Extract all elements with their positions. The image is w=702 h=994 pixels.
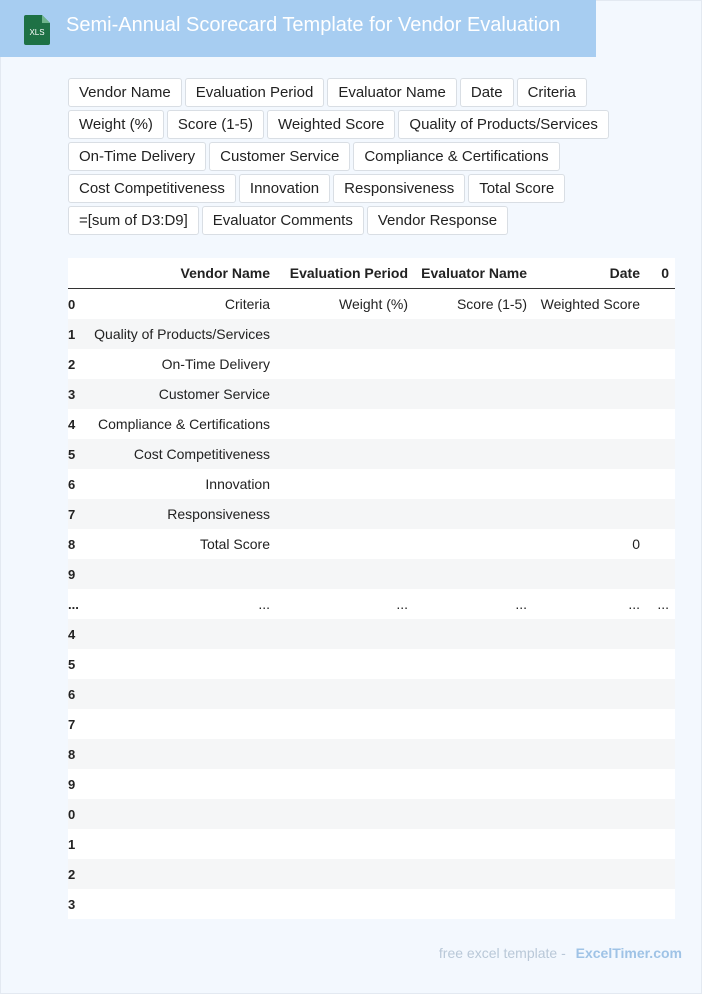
cell-evaluation-period bbox=[276, 889, 414, 919]
cell-extra bbox=[646, 679, 675, 709]
cell-evaluator-name bbox=[414, 529, 533, 559]
row-index: 7 bbox=[68, 709, 80, 739]
table-row bbox=[68, 379, 675, 409]
svg-text:XLS: XLS bbox=[29, 28, 45, 37]
cell-vendor-name: ... bbox=[80, 589, 276, 619]
row-index: 9 bbox=[68, 559, 80, 589]
cell-evaluator-name bbox=[414, 739, 533, 769]
table-row bbox=[68, 349, 675, 379]
row-index: 4 bbox=[68, 409, 80, 439]
row-index: 0 bbox=[68, 289, 80, 320]
cell-date: Weighted Score bbox=[533, 289, 646, 320]
table-row bbox=[68, 499, 675, 529]
cell-date bbox=[533, 349, 646, 379]
footer-prefix: free excel template - bbox=[438, 945, 566, 961]
cell-evaluator-name bbox=[414, 559, 533, 589]
cell-evaluator-name bbox=[414, 319, 533, 349]
cell-vendor-name: On-Time Delivery bbox=[80, 349, 276, 379]
cell-vendor-name bbox=[80, 889, 276, 919]
table-row bbox=[68, 439, 675, 469]
row-index: 5 bbox=[68, 649, 80, 679]
cell-vendor-name: Cost Competitiveness bbox=[80, 439, 276, 469]
cell-date bbox=[533, 679, 646, 709]
header-date: Date bbox=[533, 258, 646, 289]
cell-evaluator-name bbox=[414, 349, 533, 379]
cell-vendor-name bbox=[80, 799, 276, 829]
cell-extra bbox=[646, 829, 675, 859]
cell-evaluator-name: ... bbox=[414, 589, 533, 619]
cell-extra bbox=[646, 499, 675, 529]
field-chip-list bbox=[68, 78, 688, 238]
cell-date bbox=[533, 409, 646, 439]
field-chip[interactable]: Evaluator Name bbox=[327, 78, 457, 107]
cell-extra bbox=[646, 379, 675, 409]
cell-vendor-name bbox=[80, 769, 276, 799]
cell-vendor-name bbox=[80, 739, 276, 769]
cell-evaluation-period bbox=[276, 859, 414, 889]
row-index: 4 bbox=[68, 619, 80, 649]
cell-extra bbox=[646, 439, 675, 469]
field-chip[interactable]: Innovation bbox=[239, 174, 330, 203]
cell-evaluator-name bbox=[414, 709, 533, 739]
cell-vendor-name bbox=[80, 649, 276, 679]
row-index: 0 bbox=[68, 799, 80, 829]
cell-evaluation-period bbox=[276, 559, 414, 589]
cell-evaluation-period bbox=[276, 499, 414, 529]
table-row bbox=[68, 709, 675, 739]
cell-evaluation-period bbox=[276, 379, 414, 409]
cell-date bbox=[533, 799, 646, 829]
cell-evaluation-period bbox=[276, 829, 414, 859]
field-chip[interactable]: Score (1-5) bbox=[167, 110, 264, 139]
table-row bbox=[68, 319, 675, 349]
cell-vendor-name: Criteria bbox=[80, 289, 276, 320]
cell-evaluator-name bbox=[414, 409, 533, 439]
table-row bbox=[68, 289, 675, 320]
row-index: 6 bbox=[68, 679, 80, 709]
table-row bbox=[68, 589, 675, 619]
cell-vendor-name bbox=[80, 679, 276, 709]
cell-date bbox=[533, 559, 646, 589]
table-row bbox=[68, 769, 675, 799]
header-evaluator-name: Evaluator Name bbox=[414, 258, 533, 289]
cell-evaluation-period bbox=[276, 529, 414, 559]
cell-evaluator-name bbox=[414, 889, 533, 919]
cell-evaluation-period bbox=[276, 799, 414, 829]
row-index: ... bbox=[68, 589, 80, 619]
cell-date bbox=[533, 319, 646, 349]
cell-vendor-name: Responsiveness bbox=[80, 499, 276, 529]
field-chip[interactable]: Weighted Score bbox=[267, 110, 395, 139]
cell-extra bbox=[646, 739, 675, 769]
cell-evaluation-period bbox=[276, 319, 414, 349]
cell-extra bbox=[646, 409, 675, 439]
cell-evaluator-name bbox=[414, 379, 533, 409]
cell-date bbox=[533, 379, 646, 409]
field-chip[interactable]: Evaluation Period bbox=[185, 78, 325, 107]
footer-credit bbox=[439, 945, 682, 961]
row-index: 9 bbox=[68, 769, 80, 799]
cell-date bbox=[533, 859, 646, 889]
table-row bbox=[68, 469, 675, 499]
table-row bbox=[68, 829, 675, 859]
table-row bbox=[68, 649, 675, 679]
field-chip[interactable]: Responsiveness bbox=[333, 174, 465, 203]
row-index: 2 bbox=[68, 859, 80, 889]
row-index: 1 bbox=[68, 829, 80, 859]
cell-date bbox=[533, 829, 646, 859]
cell-evaluation-period: ... bbox=[276, 589, 414, 619]
cell-extra bbox=[646, 769, 675, 799]
cell-vendor-name bbox=[80, 829, 276, 859]
table-row bbox=[68, 619, 675, 649]
cell-extra bbox=[646, 559, 675, 589]
page-title: Semi-Annual Scorecard Template for Vendor Evaluation bbox=[66, 14, 561, 36]
cell-evaluator-name bbox=[414, 619, 533, 649]
cell-extra bbox=[646, 889, 675, 919]
cell-evaluator-name bbox=[414, 649, 533, 679]
field-chip[interactable]: Compliance & Certifications bbox=[353, 142, 559, 171]
header-evaluation-period: Evaluation Period bbox=[276, 258, 414, 289]
field-chip[interactable]: Date bbox=[460, 78, 514, 107]
cell-vendor-name: Quality of Products/Services bbox=[80, 319, 276, 349]
cell-date bbox=[533, 769, 646, 799]
row-index: 3 bbox=[68, 379, 80, 409]
table-row bbox=[68, 739, 675, 769]
cell-extra bbox=[646, 709, 675, 739]
row-index: 8 bbox=[68, 529, 80, 559]
field-chip[interactable]: Vendor Name bbox=[68, 78, 182, 107]
cell-extra bbox=[646, 649, 675, 679]
table-row bbox=[68, 409, 675, 439]
table-row bbox=[68, 559, 675, 589]
cell-evaluation-period bbox=[276, 649, 414, 679]
cell-evaluation-period bbox=[276, 679, 414, 709]
cell-evaluation-period bbox=[276, 769, 414, 799]
field-chip[interactable]: Vendor Response bbox=[367, 206, 508, 235]
cell-date bbox=[533, 739, 646, 769]
cell-evaluation-period bbox=[276, 619, 414, 649]
cell-extra bbox=[646, 529, 675, 559]
cell-evaluation-period bbox=[276, 469, 414, 499]
cell-evaluation-period bbox=[276, 739, 414, 769]
cell-vendor-name bbox=[80, 619, 276, 649]
excel-file-icon bbox=[22, 13, 52, 45]
cell-evaluator-name bbox=[414, 859, 533, 889]
cell-vendor-name bbox=[80, 559, 276, 589]
cell-extra bbox=[646, 349, 675, 379]
header-zero: 0 bbox=[646, 258, 675, 289]
data-table-container bbox=[68, 258, 669, 920]
row-index: 5 bbox=[68, 439, 80, 469]
cell-extra bbox=[646, 289, 675, 320]
row-index: 6 bbox=[68, 469, 80, 499]
cell-evaluator-name bbox=[414, 439, 533, 469]
cell-extra bbox=[646, 859, 675, 889]
cell-evaluation-period: Weight (%) bbox=[276, 289, 414, 320]
data-table bbox=[68, 258, 675, 919]
cell-date bbox=[533, 889, 646, 919]
row-index: 3 bbox=[68, 889, 80, 919]
cell-evaluation-period bbox=[276, 409, 414, 439]
row-index: 1 bbox=[68, 319, 80, 349]
row-index: 8 bbox=[68, 739, 80, 769]
row-index: 7 bbox=[68, 499, 80, 529]
cell-vendor-name bbox=[80, 859, 276, 889]
cell-vendor-name bbox=[80, 709, 276, 739]
cell-vendor-name: Customer Service bbox=[80, 379, 276, 409]
cell-evaluator-name bbox=[414, 829, 533, 859]
table-row bbox=[68, 679, 675, 709]
cell-evaluation-period bbox=[276, 439, 414, 469]
field-chip[interactable]: Cost Competitiveness bbox=[68, 174, 236, 203]
field-chip[interactable]: Evaluator Comments bbox=[202, 206, 364, 235]
field-chip[interactable]: On-Time Delivery bbox=[68, 142, 206, 171]
cell-evaluator-name: Score (1-5) bbox=[414, 289, 533, 320]
cell-vendor-name: Innovation bbox=[80, 469, 276, 499]
header-index bbox=[68, 258, 80, 289]
cell-vendor-name: Total Score bbox=[80, 529, 276, 559]
header-vendor-name: Vendor Name bbox=[80, 258, 276, 289]
footer-brand-link[interactable]: ExcelTimer.com bbox=[575, 945, 682, 961]
row-index: 2 bbox=[68, 349, 80, 379]
cell-evaluator-name bbox=[414, 769, 533, 799]
table-row bbox=[68, 859, 675, 889]
field-chip[interactable]: =[sum of D3:D9] bbox=[68, 206, 199, 235]
cell-evaluation-period bbox=[276, 349, 414, 379]
field-chip[interactable]: Criteria bbox=[517, 78, 587, 107]
cell-date bbox=[533, 469, 646, 499]
cell-date: ... bbox=[533, 589, 646, 619]
cell-vendor-name: Compliance & Certifications bbox=[80, 409, 276, 439]
cell-evaluator-name bbox=[414, 499, 533, 529]
cell-date bbox=[533, 439, 646, 469]
table-header-row bbox=[68, 258, 675, 289]
cell-evaluator-name bbox=[414, 469, 533, 499]
table-row bbox=[68, 799, 675, 829]
cell-extra: ... bbox=[646, 589, 675, 619]
cell-date bbox=[533, 619, 646, 649]
cell-date bbox=[533, 649, 646, 679]
cell-extra bbox=[646, 619, 675, 649]
cell-evaluation-period bbox=[276, 709, 414, 739]
cell-extra bbox=[646, 319, 675, 349]
field-chip[interactable]: Customer Service bbox=[209, 142, 350, 171]
table-row bbox=[68, 529, 675, 559]
cell-evaluator-name bbox=[414, 799, 533, 829]
cell-date bbox=[533, 499, 646, 529]
title-banner bbox=[0, 0, 596, 57]
cell-date: 0 bbox=[533, 529, 646, 559]
field-chip[interactable]: Total Score bbox=[468, 174, 565, 203]
field-chip[interactable]: Quality of Products/Services bbox=[398, 110, 608, 139]
field-chip[interactable]: Weight (%) bbox=[68, 110, 164, 139]
cell-extra bbox=[646, 799, 675, 829]
table-row bbox=[68, 889, 675, 919]
cell-date bbox=[533, 709, 646, 739]
cell-evaluator-name bbox=[414, 679, 533, 709]
cell-extra bbox=[646, 469, 675, 499]
